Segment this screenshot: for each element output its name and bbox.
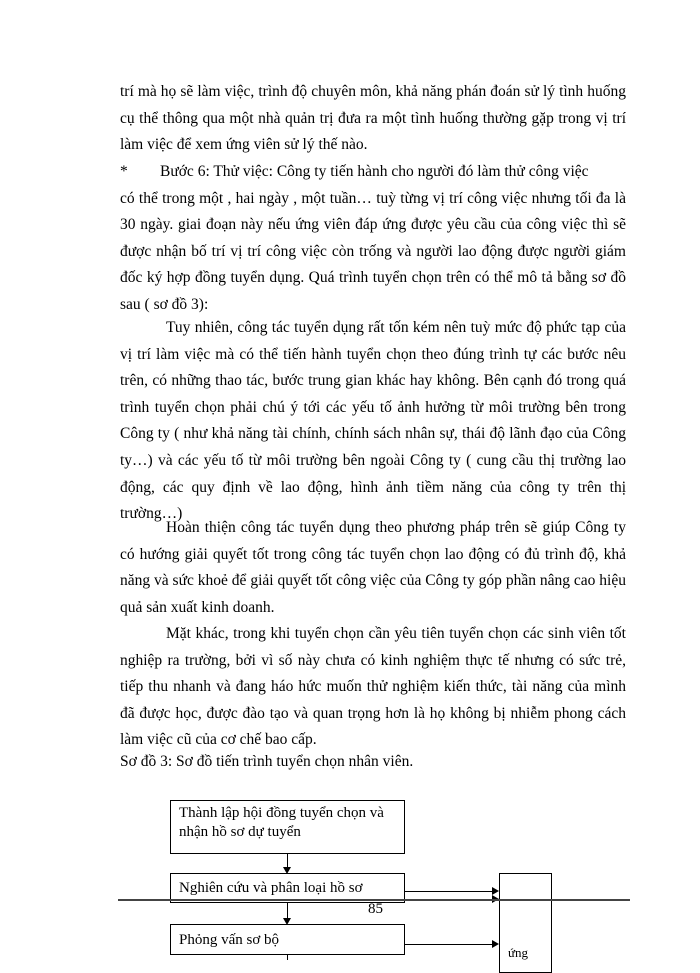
paragraph-3: Tuy nhiên, công tác tuyển dụng rất tốn kém nên tuỳ mức độ phức tạp của vị trí làm việc mà có thể tiến hành tuyển chọn theo đúng trình tự các bước nêu trên, có những thao tác, bước trung gian khác hay không. Bên cạnh đó trong quá trình tuyển chọn phải chú ý tới các yếu tố ảnh hưởng từ môi trường bên trong Công ty ( như khả năng tài chính, chính sách nhân sự, thái độ lãnh đạo của Công ty…) và các yếu tố từ môi trường bên ngoài Công ty ( cung cầu thị trường lao động, các quy định về lao động, hình ảnh tiềm năng của công ty trên thị trường…) bbox=[120, 319, 626, 523]
flow-step-1-box bbox=[170, 800, 405, 854]
flow-step-3-box bbox=[170, 924, 405, 955]
step-6-body: có thể trong một , hai ngày , một tuần… tuỳ từng vị trí công việc nhưng tối đa là 30 ngày. giai đoạn này nếu ứng viên đáp ứng được yêu cầu của công việc thì sẽ được nhận bố trí vị trí công việc còn trống và người lao động được người giám đốc ký hợp đồng tuyển dụng. Quá trình tuyển chọn trên có thể mô tả bằng sơ đồ sau ( sơ đồ 3): bbox=[120, 189, 626, 313]
connector-line bbox=[405, 944, 493, 945]
step-6-first-line: Bước 6: Thử việc: Công ty tiến hành cho người đó làm thử công việc bbox=[160, 163, 589, 180]
connector-line bbox=[405, 891, 493, 892]
paragraph-4: Hoàn thiện công tác tuyển dụng theo phương pháp trên sẽ giúp Công ty có hướng giải quyết tốt trong công tác tuyển chọn lao động có đủ trình độ, khả năng và sức khoẻ để giải quyết tốt công việc của Công ty góp phần nâng cao hiệu quả sản xuất kinh doanh. bbox=[120, 519, 626, 616]
diagram-caption: Sơ đồ 3: Sơ đồ tiến trình tuyển chọn nhân viên. bbox=[120, 753, 414, 770]
paragraph-step-6 bbox=[120, 159, 626, 319]
paragraph-1: trí mà họ sẽ làm việc, trình độ chuyên môn, khả năng phán đoán sử lý tình huống cụ thể thông qua một nhà quản trị đưa ra một tình huống thường gặp trong vị trí làm việc để xem ứng viên sử lý thế nào. bbox=[120, 83, 626, 154]
bullet-star: * bbox=[120, 163, 128, 180]
connector-line bbox=[287, 955, 288, 960]
paragraph-5: Mặt khác, trong khi tuyển chọn cần yêu tiên tuyển chọn các sinh viên tốt nghiệp ra trường, bởi vì số này chưa có kinh nghiệm thực tế nhưng có sức trẻ, tiếp thu nhanh và đang háo hức muốn thử nghiệm kiến thức, tài năng của mình đã được học, được đào tạo và quan trọng hơn là họ không bị nhiễm phong cách làm việc cũ của cơ chế bao cấp. bbox=[120, 625, 626, 749]
right-arrow-icon bbox=[492, 940, 499, 948]
flow-step-3-label: Phỏng vấn sơ bộ bbox=[179, 932, 280, 948]
flow-step-2-label: Nghiên cứu và phân loại hồ sơ bbox=[179, 880, 363, 896]
right-arrow-icon bbox=[492, 887, 499, 895]
flow-step-1-label: Thành lập hội đồng tuyển chọn và nhận hồ sơ dự tuyển bbox=[179, 805, 384, 840]
side-box-partial-text: ứng bbox=[508, 945, 529, 960]
page-number: 85 bbox=[368, 901, 383, 917]
